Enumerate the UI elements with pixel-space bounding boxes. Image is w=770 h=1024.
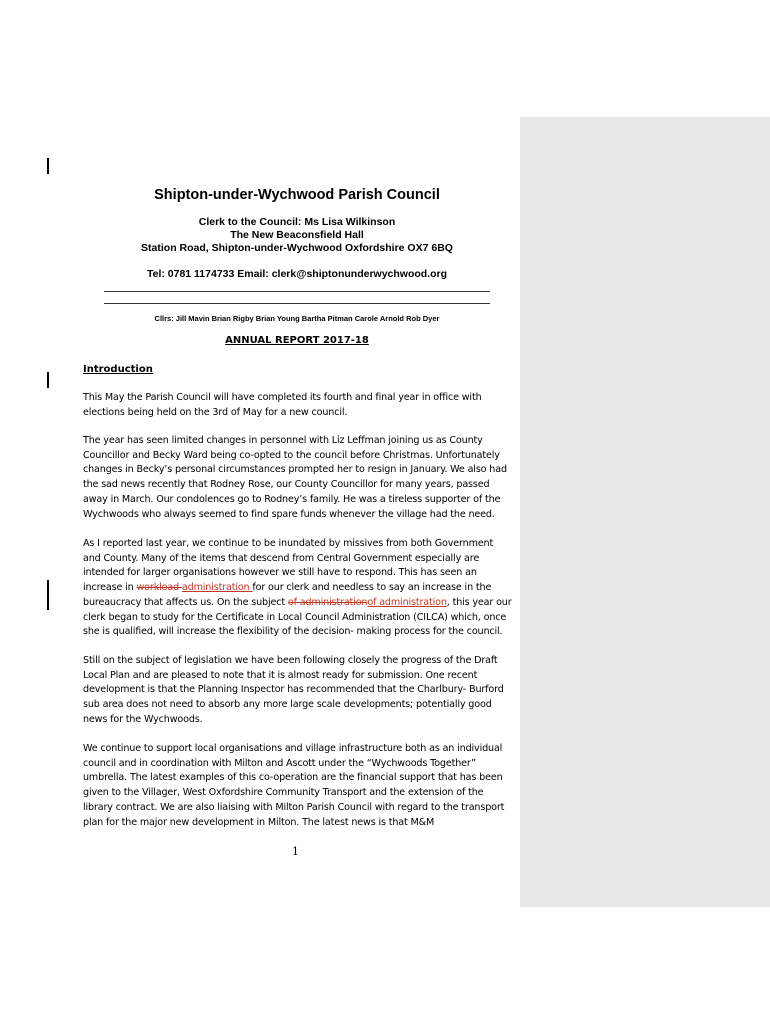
- change-bar: [47, 158, 49, 174]
- clerk-line: Clerk to the Council: Ms Lisa Wilkinson: [198, 216, 396, 228]
- change-bar: [47, 372, 49, 388]
- divider: [104, 291, 490, 292]
- change-bar: [47, 580, 49, 610]
- report-title: ANNUAL REPORT 2017-18: [225, 335, 369, 346]
- address-line: Station Road, Shipton-under-Wychwood Oxfordshire OX7 6BQ: [141, 242, 453, 254]
- paragraph-3: [83, 537, 513, 640]
- paragraph-2: The year has seen limited changes in personnel with Liz Leffman joining us as County Councillor and Becky Ward being co-opted to the council before Christmas. Unfortunately changes in Becky’s personal circumstances prompted her to resign in January. We also had the sad news recently that Rodney Rose, our County Councillor for many years, passed away in March. Our condolences go to Rodney’s family. He was a tireless supporter of the Wychwoods who always seemed to find spare funds whenever the village had the need.: [83, 435, 507, 520]
- paragraph-5: We continue to support local organisations and village infrastructure both as an individual council and in coordination with Milton and Ascott under the “Wychwoods Together” umbrella. The latest examples of this co-operation are the financial support that has been given to the Villager, West Oxfordshire Community Transport and the extension of the library contract. We are also liaising with Milton Parish Council with regard to the transport plan for the major new development in Milton. The latest news is that M&M: [83, 743, 505, 828]
- council-title: Shipton-under-Wychwood Parish Council: [154, 187, 440, 203]
- text-run: , this year our clerk began to study for the Certificate in Local Council Administration (CILCA) which, once she is qualified, will increase the flexibility of the decision- making process for the council.: [83, 596, 512, 638]
- paragraph-4: Still on the subject of legislation we have been following closely the progress of the Draft Local Plan and are pleased to note that it is almost ready for submission. One recent development is that the Planning Inspector has recommended that the Charlbury- Burford sub area does not need to absorb any more large scale developments; potentially good news for the Wychwoods.: [83, 655, 504, 725]
- divider: [104, 303, 490, 304]
- tracked-deletion: workload: [136, 582, 182, 594]
- paragraph-1: This May the Parish Council will have completed its fourth and final year in office with elections being held on the 3rd of May for a new council.: [83, 392, 482, 418]
- tracked-insertion: administration: [181, 582, 253, 594]
- intro-heading: Introduction: [83, 364, 153, 375]
- contact-line: Tel: 0781 1174733 Email: clerk@shiptonunderwychwood.org: [146, 268, 448, 280]
- councillors-line: Cllrs: Jill Mavin Brian Rigby Brian Young Bartha Pitman Carole Arnold Rob Dyer: [154, 314, 440, 323]
- comments-pane: [520, 117, 770, 907]
- tracked-deletion: of administration: [287, 596, 368, 608]
- text-run: As I reported last year, we continue to be inundated by missives from both Government and County. Many of the items that descend from Central Government especially are intended for larger organisations however we still have to respond. This has seen an increase in: [83, 538, 494, 594]
- tracked-insertion: of administration: [367, 596, 447, 608]
- text-run: for our clerk and needless to say an increase in the bureaucracy that affects us. On the subject: [83, 582, 492, 608]
- hall-line: The New Beaconsfield Hall: [230, 229, 364, 241]
- page-number: 1: [292, 845, 299, 858]
